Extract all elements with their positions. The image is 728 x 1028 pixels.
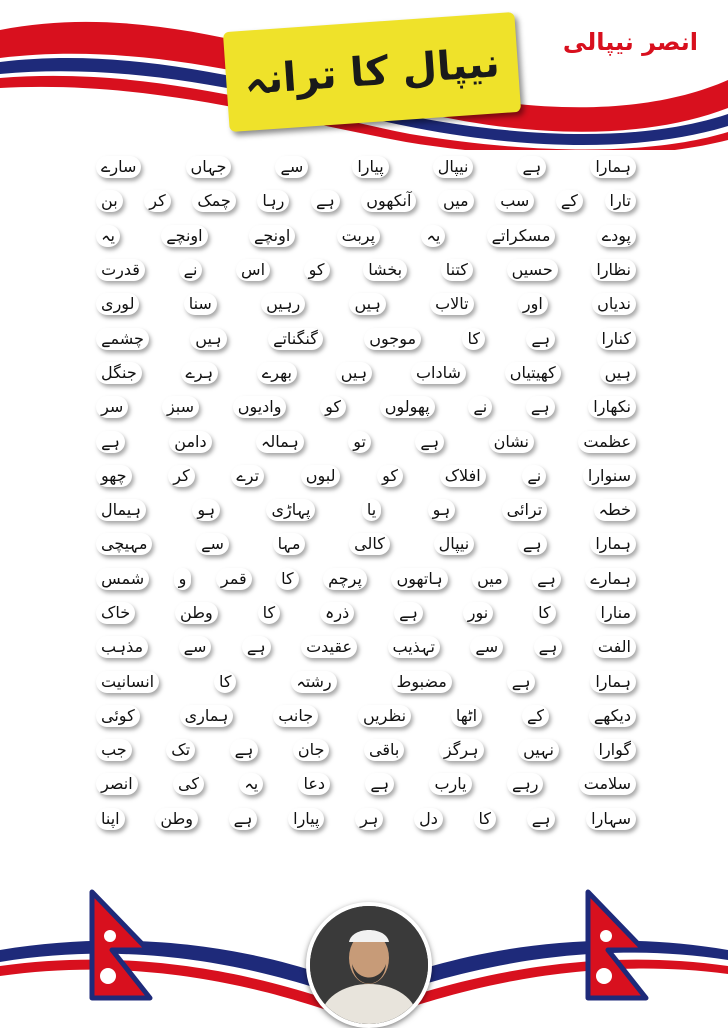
poem-word: وادیوں xyxy=(233,396,287,418)
poem-word: ہے xyxy=(534,636,563,658)
poem-word: ہے xyxy=(311,190,340,212)
poem-word: جانب xyxy=(273,705,318,727)
poem-word: نے xyxy=(468,396,492,418)
poem-word: ہمارا xyxy=(590,533,636,555)
poem-word: کھیتیاں xyxy=(505,362,561,384)
poem-word: مسکراتے xyxy=(487,225,556,247)
poem-line xyxy=(96,562,636,596)
poem-word: تارا xyxy=(605,190,637,212)
poem-word: جب xyxy=(96,739,132,761)
poem-word: سنوارا xyxy=(583,465,636,487)
poem-word: لبوں xyxy=(301,465,341,487)
poem-word: نکھارا xyxy=(588,396,636,418)
poem-word: وطن xyxy=(175,602,218,624)
poem-word: کتنا xyxy=(441,259,473,281)
poem-word: ہے xyxy=(242,636,271,658)
poem-word: کا xyxy=(258,602,281,624)
poem-line xyxy=(96,321,636,355)
poem-word: عقیدت xyxy=(301,636,357,658)
poem-word: رہا xyxy=(257,190,289,212)
poem-word: ہے xyxy=(394,602,423,624)
poem-line xyxy=(96,767,636,801)
poem-word: رشتہ xyxy=(291,671,336,693)
poem-line xyxy=(96,699,636,733)
poem-word: نور xyxy=(463,602,493,624)
poem-word: ہر xyxy=(355,808,383,830)
poem-line xyxy=(96,150,636,184)
poem-word: کا xyxy=(462,328,485,350)
poem-word: ہے xyxy=(526,396,555,418)
poem-word: موجوں xyxy=(364,328,421,350)
poem-word: مہیچی xyxy=(96,533,152,555)
poem-word: سے xyxy=(275,156,308,178)
poem-word: تہذیب xyxy=(388,636,440,658)
poem-word: اپنا xyxy=(96,808,125,830)
poem-word: نشان xyxy=(489,431,534,453)
poem-word: قمر xyxy=(216,568,252,590)
poem-word: دعا xyxy=(298,773,330,795)
poem-line xyxy=(96,390,636,424)
poem-word: آنکھوں xyxy=(361,190,416,212)
poem-word: ہے xyxy=(532,568,561,590)
poem-word: جان xyxy=(293,739,330,761)
poem-word: بھرے xyxy=(257,362,297,384)
poem-word: قدرت xyxy=(96,259,145,281)
poem-word: اٹھا xyxy=(451,705,482,727)
poem-word: یہ xyxy=(96,225,120,247)
poem-word: ہیمال xyxy=(96,499,146,521)
poem-word: الفت xyxy=(593,636,636,658)
poem-word: بخشا xyxy=(363,259,407,281)
poem-word: پھولوں xyxy=(380,396,435,418)
poem-line xyxy=(96,424,636,458)
poem-word: نہیں xyxy=(518,739,559,761)
poem-word: ہمالہ xyxy=(256,431,304,453)
poem-line xyxy=(96,527,636,561)
poem-word: ہے xyxy=(527,808,556,830)
poem-word: ہے xyxy=(518,533,547,555)
nepal-flag-right-icon xyxy=(588,892,646,998)
poem-word: کوئی xyxy=(96,705,140,727)
poem-word: دامن xyxy=(169,431,211,453)
poem-word: ہماری xyxy=(180,705,234,727)
poem-word: ہاتھوں xyxy=(391,568,447,590)
poem-word: انسانیت xyxy=(96,671,159,693)
poem-line xyxy=(96,356,636,390)
poem-word: یارب xyxy=(429,773,471,795)
poem-word: نے xyxy=(522,465,546,487)
poem-word: دل xyxy=(414,808,443,830)
poem-word: خاک xyxy=(96,602,135,624)
poem-word: پیارا xyxy=(352,156,388,178)
poem-word: یہ xyxy=(239,773,263,795)
poem-word: اور xyxy=(518,293,548,315)
poem-word: میں xyxy=(438,190,474,212)
poem-word: میں xyxy=(472,568,508,590)
poem-word: نے xyxy=(179,259,203,281)
poem-word: نظارا xyxy=(591,259,636,281)
poem-word: چھو xyxy=(96,465,132,487)
poem-word: دیکھے xyxy=(589,705,636,727)
poem-word: سنا xyxy=(184,293,217,315)
poem-word: جنگل xyxy=(96,362,142,384)
poem-word: سبز xyxy=(162,396,199,418)
poem-word: کا xyxy=(276,568,299,590)
poem-word: ہے xyxy=(517,156,546,178)
poem-word: بن xyxy=(96,190,123,212)
poem-word: ہے xyxy=(507,671,536,693)
poem-line xyxy=(96,493,636,527)
poem-word: پودے xyxy=(597,225,636,247)
poem-word: پہاڑی xyxy=(266,499,315,521)
poem-verses xyxy=(96,150,636,836)
poem-word: مہا xyxy=(273,533,306,555)
poem-word: چمک xyxy=(192,190,235,212)
poem-word: کے xyxy=(522,705,549,727)
poem-word: حسیں xyxy=(507,259,558,281)
poem-line xyxy=(96,219,636,253)
poem-word: ہے xyxy=(365,773,394,795)
poem-word: منارا xyxy=(596,602,636,624)
poem-line xyxy=(96,253,636,287)
poem-word: پیارا xyxy=(288,808,324,830)
poem-word: و xyxy=(174,568,192,590)
poem-word: ہمارا xyxy=(590,156,636,178)
poem-word: ہمارے xyxy=(585,568,636,590)
poem-word: کی xyxy=(173,773,204,795)
poem-word: ہیں xyxy=(336,362,372,384)
poem-line xyxy=(96,459,636,493)
poem-word: اونچے xyxy=(249,225,295,247)
poem-word: کا xyxy=(474,808,497,830)
poem-word: سہارا xyxy=(586,808,636,830)
poem-word: باقی xyxy=(364,739,404,761)
poem-word: ندیاں xyxy=(592,293,636,315)
poem-word: پربت xyxy=(337,225,380,247)
poem-word: کر xyxy=(144,190,170,212)
poem-word: کا xyxy=(533,602,556,624)
poem-word: مذہب xyxy=(96,636,148,658)
poem-word: ہیں xyxy=(600,362,636,384)
poem-word: عظمت xyxy=(578,431,636,453)
poem-word: اس xyxy=(236,259,270,281)
poem-word: ہو xyxy=(428,499,456,521)
poem-word: ترائی xyxy=(502,499,548,521)
poem-word: ہے xyxy=(526,328,555,350)
poem-word: شاداب xyxy=(411,362,466,384)
poem-word: ہرے xyxy=(181,362,219,384)
poem-word: نیپال xyxy=(433,156,474,178)
poem-word: کنارا xyxy=(597,328,637,350)
poem-word: سلامت xyxy=(579,773,636,795)
poem-word: افلاک xyxy=(440,465,486,487)
poem-line xyxy=(96,596,636,630)
poem-word: ہے xyxy=(230,739,259,761)
poem-word: وطن xyxy=(155,808,198,830)
poem-word: تالاب xyxy=(430,293,474,315)
poem-line xyxy=(96,802,636,836)
author-portrait xyxy=(306,902,432,1028)
poem-word: نظریں xyxy=(358,705,411,727)
poem-word: ہمارا xyxy=(590,671,636,693)
poem-word: سے xyxy=(179,636,212,658)
poem-word: کو xyxy=(304,259,330,281)
poem-word: کے xyxy=(556,190,583,212)
poem-word: ترے xyxy=(231,465,264,487)
poem-line xyxy=(96,184,636,218)
poem-word: تک xyxy=(166,739,195,761)
poem-word: کو xyxy=(377,465,403,487)
poem-word: ہے xyxy=(415,431,444,453)
poem-word: نیپال xyxy=(434,533,475,555)
poem-word: رہیں xyxy=(261,293,305,315)
poem-word: سر xyxy=(96,396,128,418)
poem-word: کر xyxy=(168,465,194,487)
poem-word: اونچے xyxy=(161,225,207,247)
poem-word: جہاں xyxy=(186,156,232,178)
poem-word: سے xyxy=(470,636,503,658)
poem-word: سب xyxy=(495,190,534,212)
poem-line xyxy=(96,664,636,698)
poem-word: چشمے xyxy=(96,328,149,350)
poem-word: رہے xyxy=(507,773,543,795)
poem-word: کالی xyxy=(349,533,390,555)
poem-word: یہ xyxy=(421,225,445,247)
poem-word: کو xyxy=(320,396,346,418)
poem-word: ہیں xyxy=(349,293,385,315)
poem-word: شمس xyxy=(96,568,149,590)
poem-word: لوری xyxy=(96,293,139,315)
poem-word: گنگناتے xyxy=(268,328,323,350)
poem-line xyxy=(96,287,636,321)
poem-word: کا xyxy=(214,671,237,693)
nepal-flag-left-icon xyxy=(92,892,150,998)
poem-word: پرچم xyxy=(323,568,367,590)
poem-word: مضبوط xyxy=(392,671,452,693)
poem-line xyxy=(96,733,636,767)
author-name: انصر نیپالی xyxy=(562,28,698,56)
poem-word: ہو xyxy=(192,499,220,521)
poem-word: تو xyxy=(348,431,371,453)
poem-word: ہرگز xyxy=(439,739,484,761)
poem-word: یا xyxy=(362,499,381,521)
poem-word: ہیں xyxy=(190,328,226,350)
poem-word: سے xyxy=(196,533,229,555)
poem-word: گوارا xyxy=(594,739,637,761)
poem-word: سارے xyxy=(96,156,141,178)
poem-word: ذرہ xyxy=(320,602,354,624)
poem-word: ہے xyxy=(229,808,258,830)
poem-word: خطہ xyxy=(594,499,636,521)
poem-word: ہے xyxy=(96,431,125,453)
poem-word: انصر xyxy=(96,773,138,795)
page-title: نیپال کا ترانہ xyxy=(223,12,521,132)
poem-line xyxy=(96,630,636,664)
